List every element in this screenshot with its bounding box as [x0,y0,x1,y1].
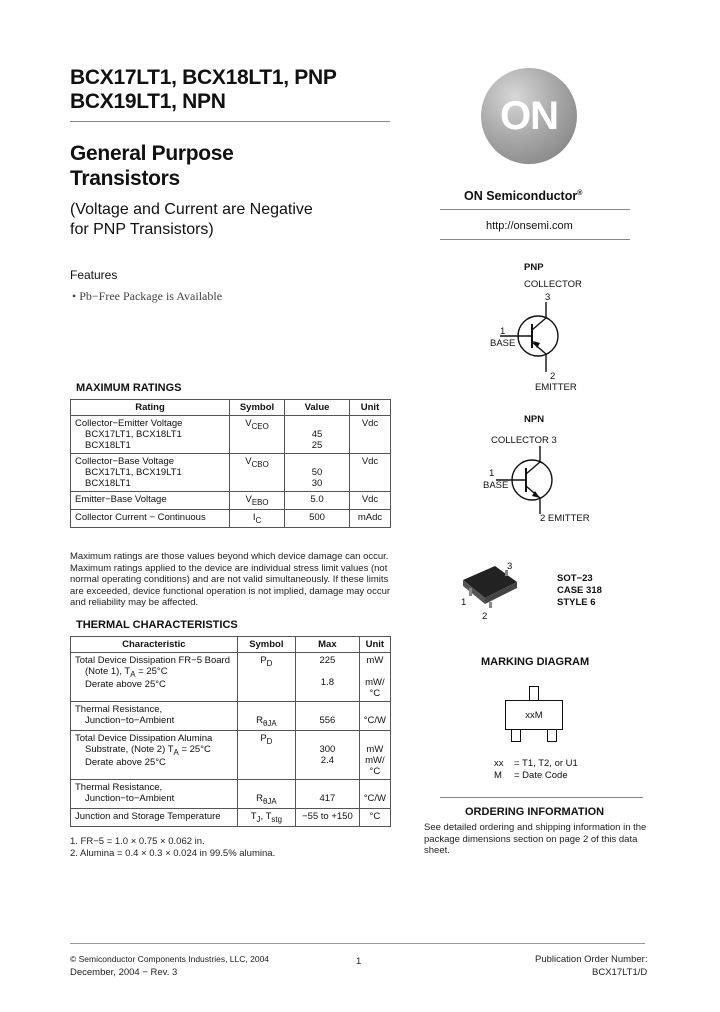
symbol-text: T [250,810,257,822]
value-cell [285,454,350,492]
marking-pin-top [529,686,539,701]
unit-text [364,733,386,744]
char-sub: A [173,747,179,757]
unit-cell: mAdc [350,509,391,527]
unit-cell [359,730,390,779]
rating-text: Collector−Base Voltage [75,456,175,467]
unit-cell: Vdc [350,492,391,510]
symbol-cell [230,454,285,492]
max-ratings-header-row [71,400,391,416]
legend-row [494,758,578,770]
title-line-1: BCX17LT1, BCX18LT1, PNP [70,66,337,89]
rating-text: Collector−Emitter Voltage [75,418,183,429]
pnp-pin1: 1 [500,326,506,337]
description-line-1: (Voltage and Current are Negative [70,201,313,218]
marking-package-box [505,700,563,730]
unit-cell [359,702,390,731]
unit-text: °C/W [363,715,386,726]
symbol-sub: D [266,658,273,668]
char-text: Thermal Resistance, [75,704,163,715]
npn-transistor-symbol [488,446,568,514]
char-cell [71,779,238,808]
rating-cell: Collector Current − Continuous [71,509,230,527]
symbol-sub: C [255,515,262,525]
max-cell [296,730,360,779]
max-cell: −55 to +150 [296,808,360,826]
header-characteristic: Characteristic [71,637,238,653]
thermal-header-row [71,637,391,653]
symbol-cell [230,492,285,510]
website-url[interactable]: http://onsemi.com [486,220,573,232]
symbol-sub: EBO [251,497,269,507]
max-text: 2.4 [320,754,334,766]
unit-text [364,782,386,793]
max-text: 300 [319,743,336,755]
symbol-sub: CEO [251,421,269,431]
footer-page-number: 1 [356,956,362,967]
max-cell [296,702,360,731]
footer-pub-label: Publication Order Number: [535,954,648,965]
char-text: Derate above 25°C [85,678,166,690]
description [70,200,313,240]
symbol-text: , T [260,810,272,822]
symbol-text: P [260,732,267,744]
symbol-text: V [245,418,252,429]
marking-legend [494,758,578,782]
package-info [557,573,602,609]
value-cell: 500 [285,509,350,527]
pnp-collector-label: COLLECTOR [524,279,582,290]
char-cell [71,730,238,779]
max-text: 1.8 [320,677,334,688]
unit-text: mW/°C [365,754,385,777]
company-name [464,189,582,203]
symbol-cell [237,808,295,826]
symbol-sub: CBO [251,459,269,469]
unit-cell: Vdc [350,454,391,492]
subtitle-line-1: General Purpose [70,142,234,165]
pnp-base-label: BASE [490,338,516,349]
title-divider [70,121,390,122]
unit-text: mW/°C [365,677,385,699]
title-line-2: BCX19LT1, NPN [70,90,226,113]
on-logo [481,68,577,164]
char-text [75,666,233,679]
legend-value: = T1, T2, or U1 [514,758,578,769]
rating-text: BCX18LT1 [85,478,131,489]
value-text [289,456,345,467]
table-row [71,808,391,826]
ordering-text: See detailed ordering and shipping information in the package dimensions section on page 2 of this data sheet. [424,822,647,856]
rating-text: BCX18LT1 [85,440,131,451]
char-text: Thermal Resistance, [75,781,163,793]
pnp-label: PNP [524,262,544,273]
header-symbol: Symbol [230,400,285,416]
symbol-text: V [245,494,252,505]
symbol-text: P [260,655,267,666]
npn-label: NPN [524,414,545,425]
symbol-text: V [245,456,252,467]
pnp-pin3: 3 [545,292,551,303]
marking-pin-right [547,729,557,742]
char-text-part: (Note 1), T [85,666,131,677]
unit-cell [359,653,390,702]
package-line-2: CASE 318 [557,585,602,596]
unit-text: mW [366,743,384,755]
package-pin3: 3 [507,561,513,572]
rating-text: BCX17LT1, BCX18LT1 [85,429,182,440]
footer-pub-number: BCX17LT1/D [592,967,648,978]
table-row [71,492,391,510]
registered-mark: ® [577,189,583,197]
marking-code: xxM [525,709,543,721]
table-row [71,454,391,492]
header-unit: Unit [350,400,391,416]
char-text: Total Device Dissipation Alumina [75,732,213,744]
footer-date: December, 2004 − Rev. 3 [70,967,178,978]
package-line-3: STYLE 6 [557,597,596,608]
ordering-divider [440,797,643,798]
features-item: • Pb−Free Package is Available [72,289,223,303]
features-title: Features [70,268,118,282]
table-row [71,779,391,808]
unit-text: °C/W [363,792,386,804]
subtitle-line-2: Transistors [70,167,180,190]
char-cell: Junction and Storage Temperature [71,808,238,826]
table-row [71,509,391,527]
value-text: 25 [311,440,323,451]
char-text: Junction−to−Ambient [85,792,175,804]
char-suffix: = 25°C [178,743,211,755]
unit-text [364,704,386,715]
header-rating: Rating [71,400,230,416]
max-text [300,666,355,677]
max-text: 417 [319,792,336,804]
thermal-title: THERMAL CHARACTERISTICS [76,619,238,631]
symbol-cell [237,653,295,702]
unit-cell: Vdc [350,416,391,454]
brand-divider [440,209,630,210]
symbol-cell [230,416,285,454]
package-line-1: SOT−23 [557,573,593,584]
thermal-notes [70,836,275,859]
symbol-cell [230,509,285,527]
rating-cell: Emitter−Base Voltage [71,492,230,510]
header-unit: Unit [359,637,390,653]
symbol-sub: θJA [262,718,277,728]
char-text [75,744,233,757]
table-row [71,416,391,454]
rating-cell [71,454,230,492]
unit-text [364,666,386,677]
header-symbol: Symbol [237,637,295,653]
header-max: Max [296,637,360,653]
header-value: Value [285,400,350,416]
symbol-cell [237,779,295,808]
symbol-text: I [252,511,256,523]
max-text [300,733,355,744]
max-ratings-table [70,399,391,528]
value-cell [285,416,350,454]
company-name-text: ON Semiconductor [464,189,578,203]
legend-key: M [494,770,502,781]
description-line-2: for PNP Transistors) [70,221,214,238]
unit-cell [359,779,390,808]
char-text: Total Device Dissipation FR−5 Board [75,655,230,666]
footer-copyright: © Semiconductor Components Industries, LLC, 2004 [70,954,270,964]
symbol-cell [237,702,295,731]
value-text [289,418,345,429]
char-text-part: Substrate, (Note 2) T [85,743,174,755]
symbol-sub: D [266,736,273,746]
table-row [71,730,391,779]
thermal-note-1: 1. FR−5 = 1.0 × 0.75 × 0.062 in. [70,836,205,847]
table-row [71,653,391,702]
table-row [71,702,391,731]
thermal-note-2: 2. Alumina = 0.4 × 0.3 × 0.024 in 99.5% alumina. [70,847,276,859]
max-cell [296,653,360,702]
legend-value: = Date Code [514,770,568,781]
max-text: 225 [319,655,336,666]
legend-row [494,770,578,782]
max-text: 556 [319,715,336,726]
package-pin2: 2 [482,611,488,622]
subtitle [70,141,234,191]
marking-title: MARKING DIAGRAM [481,656,590,668]
value-text: 30 [311,478,323,489]
marking-pin-left [511,729,521,742]
symbol-sub: J [256,814,261,824]
max-text [300,782,355,793]
npn-pin1: 1 [489,468,495,479]
footer-divider [70,943,645,944]
char-suffix: = 25°C [135,666,168,677]
rating-text: BCX17LT1, BCX19LT1 [85,467,182,478]
value-text: 50 [311,467,323,478]
symbol-text: R [256,792,263,804]
char-cell [71,653,238,702]
npn-base-label: BASE [483,480,509,491]
max-ratings-note: Maximum ratings are those values beyond which device damage can occur. Maximum ratings applied to the device are individual stress limit values (not normal operating conditions) and are not valid simultaneously. If these limits are exceeded, device functional operation is not implied, damage may occur and reliability may be affected. [70,551,391,608]
thermal-table [70,636,391,827]
logo-text: ON [500,93,558,138]
rating-cell [71,416,230,454]
package-pin1: 1 [461,597,467,608]
pnp-pin2: 2 [550,371,556,382]
symbol-text: R [256,715,263,726]
unit-text: mW [366,655,384,666]
ordering-title: ORDERING INFORMATION [465,806,605,818]
char-text: Derate above 25°C [85,756,166,768]
unit-cell: °C [359,808,390,826]
max-cell [296,779,360,808]
symbol-sub: stg [271,814,282,824]
pnp-transistor-symbol [490,302,580,374]
value-text: 45 [311,429,323,440]
char-sub: A [130,669,136,679]
pnp-emitter-label: EMITTER [535,382,577,393]
char-text: Junction−to−Ambient [85,715,175,726]
symbol-cell [237,730,295,779]
symbol-sub: θJA [262,796,277,806]
max-ratings-title: MAXIMUM RATINGS [76,382,182,394]
npn-collector-label: COLLECTOR 3 [491,435,557,446]
legend-key: xx [494,758,504,769]
url-divider [440,239,630,240]
value-cell: 5.0 [285,492,350,510]
npn-emitter-label: 2 EMITTER [540,513,590,524]
char-cell [71,702,238,731]
max-text [300,704,355,715]
document-title [70,66,337,114]
